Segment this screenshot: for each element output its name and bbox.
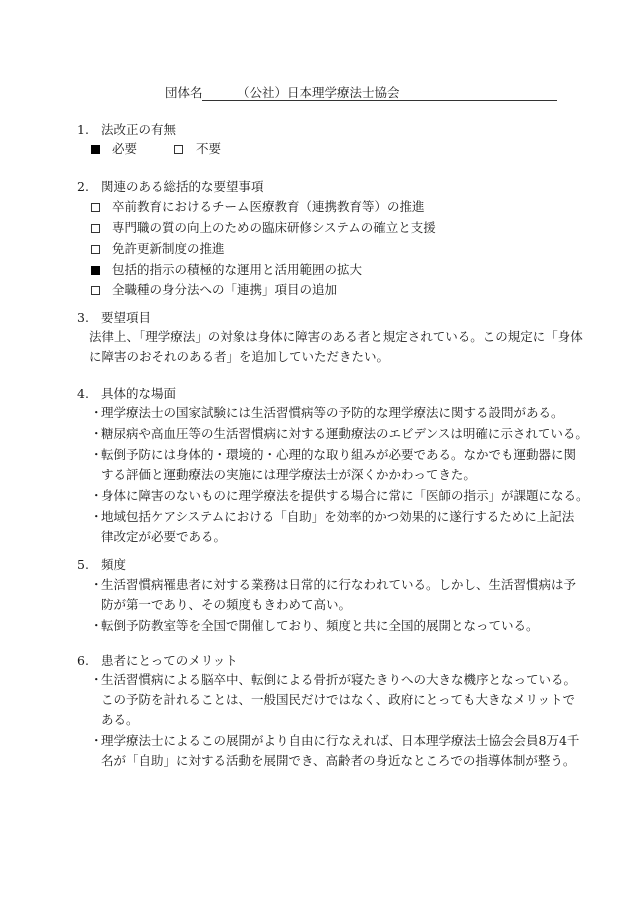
bullet-icon: ・	[90, 509, 103, 524]
item-2-label: 専門職の質の向上のための臨床研修システムの確立と支援	[112, 220, 436, 235]
merit-1-line-1: 生活習慣病による脳卒中、転倒による骨折が寝たきりへの大きな機序となっている。	[101, 672, 577, 687]
section-4-title: 4. 具体的な場面	[77, 386, 177, 401]
section-5-title: 5. 頻度	[77, 557, 127, 572]
item-5-label: 全職種の身分法への「連携」項目の追加	[112, 282, 338, 297]
request-line-2: に障害のおそれのある者」を追加していただきたい。	[89, 349, 390, 364]
checkbox-item-2[interactable]	[91, 224, 100, 233]
option-not-required-label: 不要	[196, 141, 222, 156]
section-6-title: 6. 患者にとってのメリット	[77, 653, 238, 668]
frequency-1-line-1: 生活習慣病罹患者に対する業務は日常的に行なわれている。しかし、生活習慣病は予	[101, 577, 577, 592]
scene-2: 糖尿病や高血圧等の生活習慣病に対する運動療法のエビデンスは明確に示されている。	[101, 426, 588, 441]
bullet-icon: ・	[90, 426, 103, 441]
organization-field	[165, 84, 557, 101]
scene-4: 身体に障害のないものに理学療法を提供する場合に常に「医師の指示」が課題になる。	[101, 488, 589, 503]
bullet-icon: ・	[90, 733, 103, 748]
scene-5-line-2: 律改定が必要である。	[101, 529, 227, 544]
bullet-icon: ・	[90, 577, 103, 592]
checkbox-item-1[interactable]	[91, 203, 100, 212]
checkbox-item-4[interactable]	[91, 266, 100, 275]
checkbox-item-5[interactable]	[91, 286, 100, 295]
bullet-icon: ・	[90, 618, 103, 633]
checkbox-not-required[interactable]	[174, 145, 183, 154]
frequency-2: 転倒予防教室等を全国で開催しており、頻度と共に全国的展開となっている。	[101, 618, 539, 633]
scene-5-line-1: 地域包括ケアシステムにおける「自助」を効率的かつ効果的に遂行するために上記法	[101, 509, 575, 524]
merit-2-line-1: 理学療法士によるこの展開がより自由に行なえれば、日本理学療法士協会会員8万4千	[101, 733, 580, 748]
scene-3-line-2: する評価と運動療法の実施には理学療法士が深くかかわってきた。	[101, 467, 476, 482]
item-1-label: 卒前教育におけるチーム医療教育（連携教育等）の推進	[112, 199, 425, 214]
request-line-1: 法律上、「理学療法」の対象は身体に障害のある者と規定されている。この規定に「身体	[89, 329, 583, 344]
frequency-1-line-2: 防が第一であり、その頻度もきわめて高い。	[101, 597, 352, 612]
checkbox-item-3[interactable]	[91, 245, 100, 254]
scene-1: 理学療法士の国家試験には生活習慣病等の予防的な理学療法に関する設問がある。	[101, 405, 564, 420]
bullet-icon: ・	[90, 488, 103, 503]
section-3-title: 3. 要望項目	[77, 310, 152, 325]
merit-1-line-2: この予防を計れることは、一般国民だけではなく、政府にとっても大きなメリットで	[101, 692, 576, 707]
section-2-title: 2. 関連のある総括的な要望事項	[77, 179, 264, 194]
org-name: （公社）日本理学療法士協会	[237, 85, 400, 100]
scene-3-line-1: 転倒予防には身体的・環境的・心理的な取り組みが必要である。なかでも運動器に関	[101, 447, 577, 462]
checkbox-required[interactable]	[91, 145, 100, 154]
item-4-label: 包括的指示の積極的な運用と活用範囲の拡大	[112, 262, 363, 277]
item-3-label: 免許更新制度の推進	[112, 241, 225, 256]
bullet-icon: ・	[90, 405, 103, 420]
option-required-label: 必要	[112, 141, 138, 156]
merit-2-line-2: 名が「自助」に対する活動を展開でき、高齢者の身近なところでの指導体制が整う。	[101, 753, 576, 768]
section-1-title: 1. 法改正の有無	[77, 122, 177, 137]
bullet-icon: ・	[90, 447, 103, 462]
org-label: 団体名	[165, 85, 203, 100]
merit-1-line-3: ある。	[101, 712, 139, 727]
bullet-icon: ・	[90, 672, 103, 687]
